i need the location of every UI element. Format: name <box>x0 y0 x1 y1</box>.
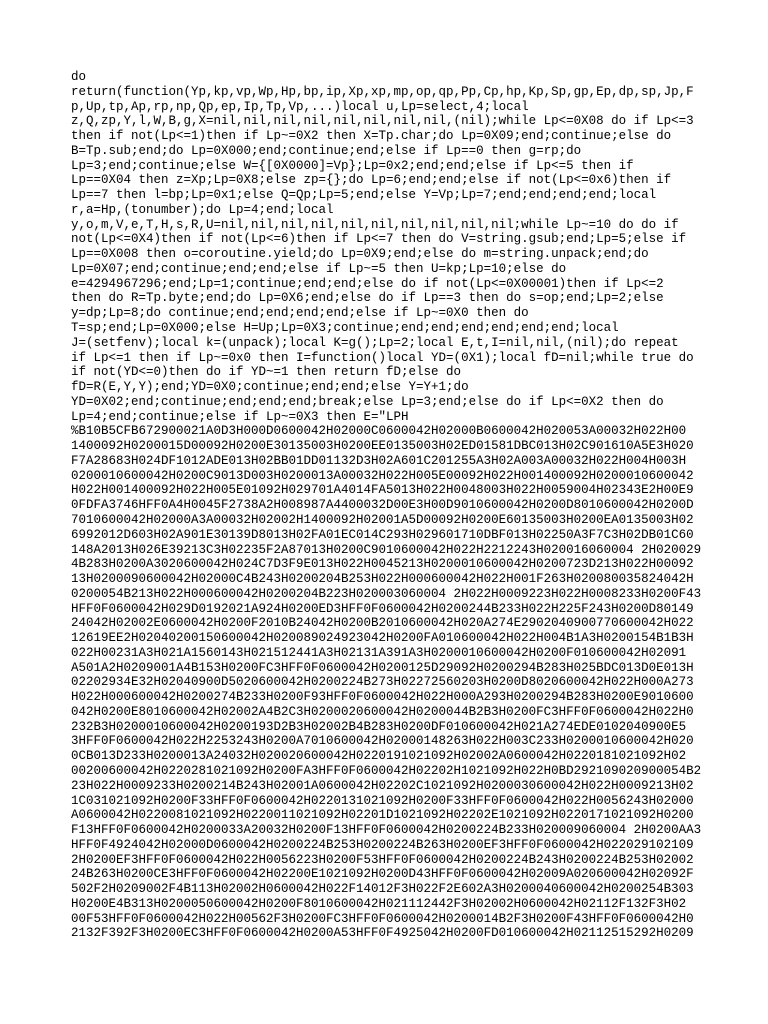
code-line: %B10B5CFB672900021A0D3H000D0600042H02000C0600042H02000B0600042H020053A00032H022H00 <box>71 424 687 439</box>
code-line: then do R=Tp.byte;end;do Lp=0X6;end;else do if Lp==3 then do s=op;end;Lp=2;else <box>71 291 664 306</box>
code-line: Lp=0X07;end;continue;end;end;else if Lp~=5 then U=kp;Lp=10;else do <box>71 261 567 276</box>
code-line: 4B283H0200A3020600042H024C7D3F9E013H022H0045213H0200010600042H0200723D213H022H00092 <box>71 557 694 572</box>
code-line: B=Tp.sub;end;do Lp=0X000;end;continue;end;else if Lp==0 then g=rp;do <box>71 143 582 158</box>
code-line: not(Lp<=0X4)then if not(Lp<=6)then if Lp<=7 then do V=string.gsub;end;Lp=5;else if <box>71 232 687 247</box>
code-line: H0200E4B313H0200050600042H0200F8010600042H021112442F3H02002H0600042H02112F132F3H02 <box>71 896 687 911</box>
code-line: 042H0200E8010600042H02002A4B2C3H0200020600042H0200044B2B3H0200FC3HFF0F0600042H022H0 <box>71 704 694 719</box>
code-line: 23H022H0009233H0200214B243H02001A0600042H02202C1021092H0200030600042H022H0009213H02 <box>71 778 694 793</box>
code-line: if not(YD<=0)then do if YD~=1 then return fD;else do <box>71 365 462 380</box>
code-line: y=dp;Lp=8;do continue;end;end;end;end;else if Lp~=0X0 then do <box>71 306 529 321</box>
code-line: 502F2H0209002F4B113H02002H0600042H022F14012F3H022F2E602A3H0200040600042H0200254B303 <box>71 882 694 897</box>
code-line: 2H0200EF3HFF0F0600042H022H0056223H0200F53HFF0F0600042H0200224B243H0200224B253H02002 <box>71 852 694 867</box>
code-line: 00200600042H0220281021092H0200FA3HFF0F0600042H02202H1021092H022H0BD292109020900054B2 <box>71 763 702 778</box>
code-line: HFF0F4924042H02000D0600042H0200224B253H0200224B263H0200EF3HFF0F0600042H022029102109 <box>71 837 694 852</box>
code-line: 24B263H0200CE3HFF0F0600042H02200E1021092H0200D43HFF0F0600042H02009A020600042H02092F <box>71 867 694 882</box>
code-line: T=sp;end;Lp=0X000;else H=Up;Lp=0X3;continue;end;end;end;end;end;end;local <box>71 321 619 336</box>
code-line: 1C031021092H0200F33HFF0F0600042H0220131021092H0200F33HFF0F0600042H022H0056243H02000 <box>71 793 694 808</box>
code-line: 00F53HFF0F0600042H022H00562F3H0200FC3HFF0F0600042H0200014B2F3H0200F43HFF0F0600042H0 <box>71 911 694 926</box>
code-line: J=(setfenv);local k=(unpack);local K=g();Lp=2;local E,t,I=nil,nil,(nil);do repeat <box>71 335 679 350</box>
code-line: then if not(Lp<=1)then if Lp~=0X2 then X=Tp.char;do Lp=0X09;end;continue;else do <box>71 129 672 144</box>
code-line: YD=0X02;end;continue;end;end;end;break;else Lp=3;end;else do if Lp<=0X2 then do <box>71 394 664 409</box>
code-line: p,Up,tp,Ap,rp,np,Qp,ep,Ip,Tp,Vp,...)local u,Lp=select,4;local <box>71 99 529 114</box>
code-line: F13HFF0F0600042H0200033A20032H0200F13HFF0F0600042H0200224B233H020009060004 2H0200AA3 <box>71 823 702 838</box>
code-line: fD=R(E,Y,Y);end;YD=0X0;continue;end;end;else Y=Y+1;do <box>71 380 469 395</box>
code-line: if Lp<=1 then if Lp~=0x0 then I=function()local YD=(0X1);local fD=nil;while true do <box>71 350 694 365</box>
code-line: Lp=4;end;continue;else if Lp~=0X3 then E="LPH <box>71 409 409 424</box>
code-line: 24042H02002E0600042H0200F2010B24042H0200B2010600042H020A274E2902040900770600042H022 <box>71 616 694 631</box>
code-line: z,Q,zp,Y,l,W,B,g,X=nil,nil,nil,nil,nil,nil,nil,nil,(nil);while Lp<=0X08 do if Lp<=3 <box>71 114 694 129</box>
code-line: 232B3H0200010600042H0200193D2B3H02002B4B283H0200DF010600042H021A274EDE0102040900E5 <box>71 719 687 734</box>
code-line: 13H0200090600042H02000C4B243H0200204B253H022H000600042H022H001F263H020080035824042H <box>71 572 694 587</box>
code-line: A501A2H0209001A4B153H0200FC3HFF0F0600042H0200125D29092H0200294B283H025BDC013D0E013H <box>71 660 694 675</box>
code-line: 02202934E32H02040900D5020600042H0200224B273H02272560203H0200D8020600042H022H000A273 <box>71 675 694 690</box>
code-line: 0FDFA3746HFF0A4H0045F2738A2H008987A4400032D00E3H00D9010600042H0200D8010600042H0200D <box>71 498 694 513</box>
code-line: 12619EE2H02040200150600042H020089024923042H0200FA010600042H022H004B1A3H0200154B1B3H <box>71 631 694 646</box>
code-line: Lp==0X008 then o=coroutine.yield;do Lp=0X9;end;else do m=string.unpack;end;do <box>71 247 649 262</box>
code-line: 6992012D603H02A901E30139D8013H02FA01EC014C293H029601710DBF013H02250A3F7C3H02DB01C60 <box>71 527 694 542</box>
code-line: H022H000600042H0200274B233H0200F93HFF0F0600042H022H000A293H0200294B283H0200E9010600 <box>71 690 694 705</box>
code-line: A0600042H0220081021092H0220011021092H02201D1021092H02202E1021092H0220171021092H0200 <box>71 808 694 823</box>
code-line: Lp=3;end;continue;else W={[0X0000]=Vp};Lp=0x2;end;end;else if Lp<=5 then if <box>71 158 634 173</box>
code-line: 7010600042H02000A3A00032H02002H1400092H02001A5D00092H0200E60135003H0200EA0135003H02 <box>71 512 694 527</box>
code-line: Lp==0X04 then z=Xp;Lp=0X8;else zp={};do Lp=6;end;end;else if not(Lp<=0x6)then if <box>71 173 672 188</box>
code-line: e=4294967296;end;Lp=1;continue;end;end;else do if not(Lp<=0X00001)then if Lp<=2 <box>71 276 664 291</box>
code-line: do <box>71 70 87 84</box>
code-line: 0200054B213H022H000600042H0200204B223H020003060004 2H022H0009223H022H0008233H0200F43 <box>71 586 702 601</box>
code-line: 2132F392F3H0200EC3HFF0F0600042H0200A53HFF0F4925042H0200FD010600042H02112515292H0209 <box>71 926 694 941</box>
code-line: HFF0F0600042H029D0192021A924H0200ED3HFF0F0600042H0200244B233H022H225F243H0200D80149 <box>71 601 694 616</box>
code-line: F7A28683H024DF1012ADE013H02BB01DD01132D3H02A601C201255A3H02A003A00032H022H004H003H <box>71 453 687 468</box>
code-line: r,a=Hp,(tonumber);do Lp=4;end;local <box>71 202 334 217</box>
code-line: 022H00231A3H021A1560143H021512441A3H02131A391A3H0200010600042H0200F010600042H02091 <box>71 645 687 660</box>
code-line: H022H001400092H022H005E01092H029701A4014FA5013H022H0048003H022H0059004H02343E2H00E9 <box>71 483 694 498</box>
code-line: y,o,m,V,e,T,H,s,R,U=nil,nil,nil,nil,nil,nil,nil,nil,nil,nil;while Lp~=10 do do if <box>71 217 679 232</box>
code-line: 3HFF0F0600042H022H2253243H0200A7010600042H02000148263H022H003C233H0200010600042H020 <box>71 734 694 749</box>
code-line: 0CB013D233H0200013A24032H020020600042H0220191021092H02002A0600042H0220181021092H02 <box>71 749 687 764</box>
code-document <box>71 70 701 941</box>
code-line: 0200010600042H0200C9013D003H0200013A00032H022H005E00092H022H001400092H0200010600042 <box>71 468 694 483</box>
code-line: return(function(Yp,kp,vp,Wp,Hp,bp,ip,Xp,xp,mp,op,qp,Pp,Cp,hp,Kp,Sp,gp,Ep,dp,sp,Jp,F <box>71 84 694 99</box>
code-line: Lp==7 then l=bp;Lp=0x1;else Q=Qp;Lp=5;end;else Y=Vp;Lp=7;end;end;end;end;local <box>71 188 657 203</box>
code-line: 1400092H0200015D00092H0200E30135003H0200EE0135003H02ED01581DBC013H02C901610A5E3H020 <box>71 439 694 454</box>
code-line: 148A2013H026E39213C3H02235F2A87013H0200C9010600042H022H2212243H020016060004 2H020029 <box>71 542 702 557</box>
